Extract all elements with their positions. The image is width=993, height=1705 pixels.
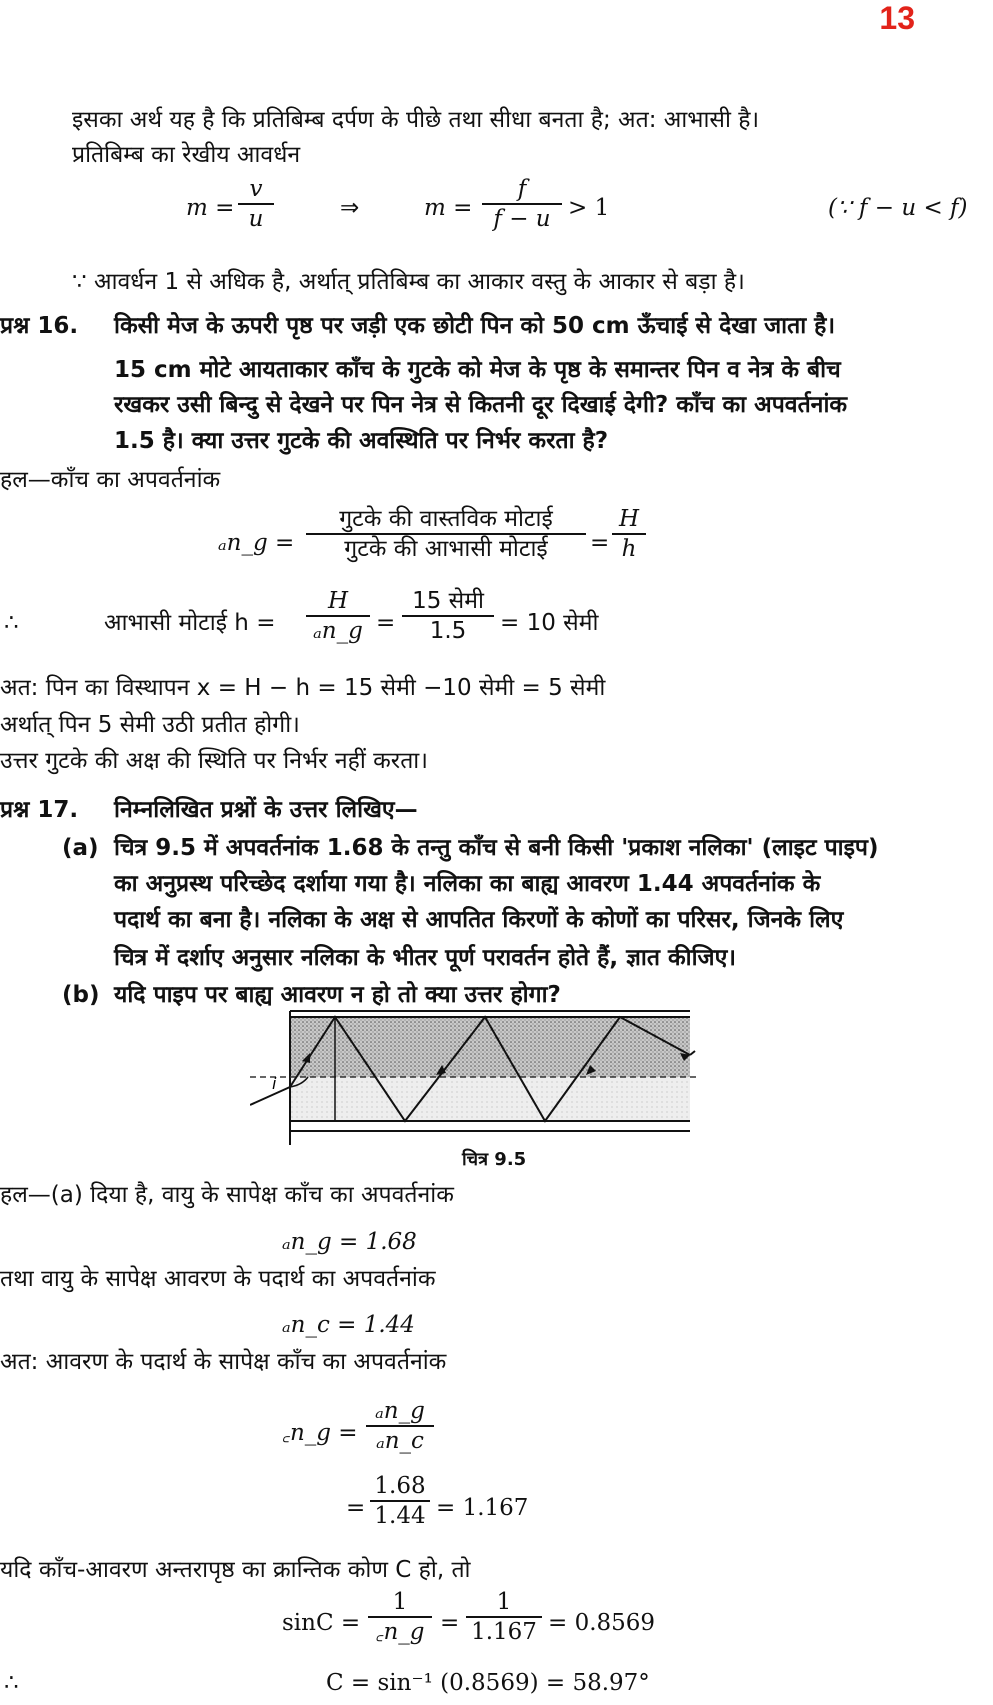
- eq-sinC-lhs: sinC =: [282, 1610, 361, 1636]
- fraction-denominator: गुटके की आभासी मोटाई: [306, 533, 586, 563]
- implies-arrow: ⇒: [340, 195, 360, 221]
- fraction-numerator: v: [249, 176, 263, 202]
- solution-16-heading: हल—काँच का अपवर्तनांक: [0, 467, 221, 493]
- eq-condition: (∵ f − u < f): [828, 195, 968, 221]
- fraction-1-over-1-167: [466, 1588, 542, 1646]
- fraction-H-over-ang: [306, 587, 370, 645]
- therefore-symbol: ∴: [4, 610, 19, 636]
- eq-ang-lhs: ₐn_g =: [218, 530, 295, 556]
- intro-line-1: इसका अर्थ यह है कि प्रतिबिम्ब दर्पण के पीछे तथा सीधा बनता है; अत: आभासी है।: [72, 107, 760, 133]
- fraction-denominator: 1.44: [370, 1500, 430, 1530]
- eq-m-lhs: m =: [186, 195, 235, 221]
- part-a-line-4: चित्र में दर्शाए अनुसार नलिका के भीतर पूर्ण परावर्तन होते हैं, ज्ञात कीजिए।: [114, 945, 737, 971]
- part-a-line-2: का अनुप्रस्थ परिच्छेद दर्शाया गया है। नलिका का बाह्य आवरण 1.44 अपवर्तनांक के: [114, 871, 821, 897]
- fraction-H-over-h: [612, 505, 646, 563]
- fraction-f-over-fu: [482, 175, 562, 233]
- eq-1-167: = 1.167: [436, 1495, 529, 1521]
- fraction-1-68-over-1-44: [370, 1472, 430, 1530]
- solution-17-line-4: यदि काँच-आवरण अन्तरापृष्ठ का क्रान्तिक कोण C हो, तो: [0, 1557, 471, 1583]
- part-b-label: (b): [62, 982, 100, 1008]
- part-a-line-1: चित्र 9.5 में अपवर्तनांक 1.68 के तन्तु काँच से बनी किसी 'प्रकाश नलिका' (लाइट पाइप): [114, 835, 879, 861]
- apparent-thickness-label: आभासी मोटाई h =: [104, 610, 276, 636]
- solution-17-line-2: तथा वायु के सापेक्ष आवरण के पदार्थ का अपवर्तनांक: [0, 1266, 436, 1292]
- solution-17-line-3: अत: आवरण के पदार्थ के सापेक्ष काँच का अपवर्तनांक: [0, 1349, 447, 1375]
- fraction-v-over-u: [238, 175, 274, 233]
- apparent-thickness-result: = 10 सेमी: [500, 610, 599, 636]
- fraction-numerator: H: [327, 588, 349, 614]
- figure-light-pipe: [250, 1005, 700, 1145]
- eq-cng-lhs: ꜀n_g =: [282, 1420, 358, 1446]
- eq-ang-value: ₐn_g = 1.68: [282, 1229, 417, 1255]
- question-17-label: प्रश्न 17.: [0, 797, 79, 823]
- fraction-15-over-1-5: [402, 587, 494, 645]
- pin-raised-line: अर्थात् पिन 5 सेमी उठी प्रतीत होगी।: [0, 712, 300, 738]
- question-16-label: प्रश्न 16.: [0, 313, 79, 339]
- intro-line-3: ∵ आवर्धन 1 से अधिक है, अर्थात् प्रतिबिम्ब का आकार वस्तु के आकार से बड़ा है।: [72, 269, 745, 295]
- fraction-numerator: 15 सेमी: [412, 588, 484, 614]
- fraction-denominator: ꜀n_g: [368, 1616, 432, 1646]
- eq-sign: =: [440, 1610, 460, 1636]
- eq-m2-lhs: m =: [424, 195, 473, 221]
- fraction-denominator: 1.167: [466, 1616, 542, 1646]
- part-b-line-1: यदि पाइप पर बाह्य आवरण न हो तो क्या उत्तर होगा?: [114, 982, 561, 1008]
- fraction-ang-over-anc: [366, 1397, 434, 1455]
- fraction-numerator: ₐn_g: [375, 1398, 425, 1424]
- question-17-intro: निम्नलिखित प्रश्नों के उत्तर लिखिए—: [114, 797, 418, 823]
- fraction-numerator: H: [618, 506, 640, 532]
- fraction-numerator: 1: [392, 1589, 408, 1615]
- answer-independent-line: उत्तर गुटके की अक्ष की स्थिति पर निर्भर नहीं करता।: [0, 748, 428, 774]
- fraction-numerator: f: [517, 176, 527, 202]
- fraction-denominator: 1.5: [402, 615, 494, 645]
- fraction-thickness-ratio: [306, 505, 586, 563]
- eq-greater-than-1: > 1: [568, 195, 610, 221]
- fraction-denominator: ₐn_c: [366, 1425, 434, 1455]
- eq-critical-angle: C = sin⁻¹ (0.8569) = 58.97°: [326, 1670, 650, 1696]
- fraction-denominator: f − u: [482, 203, 562, 233]
- fraction-denominator: h: [612, 533, 646, 563]
- eq-0-8569: = 0.8569: [548, 1610, 656, 1636]
- page-number: 13: [879, 0, 915, 36]
- therefore-symbol-2: ∴: [4, 1670, 19, 1696]
- solution-17-heading: हल—(a) दिया है, वायु के सापेक्ष काँच का अपवर्तनांक: [0, 1182, 454, 1208]
- eq-anc-value: ₐn_c = 1.44: [282, 1312, 415, 1338]
- part-a-label: (a): [62, 835, 99, 861]
- figure-angle-i-label: i: [272, 1074, 277, 1093]
- question-16-line-1: किसी मेज के ऊपरी पृष्ठ पर जड़ी एक छोटी पिन को 50 cm ऊँचाई से देखा जाता है।: [114, 313, 836, 339]
- question-16-line-3: रखकर उसी बिन्दु से देखने पर पिन नेत्र से कितनी दूर दिखाई देगी? काँच का अपवर्तनांक: [114, 392, 848, 418]
- figure-caption: चित्र 9.5: [462, 1149, 527, 1170]
- fraction-numerator: 1.68: [374, 1473, 426, 1499]
- fraction-numerator: 1: [496, 1589, 512, 1615]
- fraction-numerator: गुटके की वास्तविक मोटाई: [339, 506, 553, 532]
- pin-displacement: अत: पिन का विस्थापन x = H − h = 15 सेमी −10 सेमी = 5 सेमी: [0, 675, 606, 701]
- eq-sign: =: [346, 1495, 366, 1521]
- intro-line-2: प्रतिबिम्ब का रेखीय आवर्धन: [72, 142, 301, 168]
- fraction-1-over-cng: [368, 1588, 432, 1646]
- eq-sign: =: [590, 530, 610, 556]
- part-a-line-3: पदार्थ का बना है। नलिका के अक्ष से आपतित किरणों के कोणों का परिसर, जिनके लिए: [114, 907, 844, 933]
- question-16-line-2: 15 cm मोटे आयताकार काँच के गुटके को मेज के पृष्ठ के समान्तर पिन व नेत्र के बीच: [114, 357, 841, 383]
- eq-sign: =: [376, 610, 396, 636]
- fraction-denominator: ₐn_g: [306, 615, 370, 645]
- question-16-line-4: 1.5 है। क्या उत्तर गुटके की अवस्थिति पर निर्भर करता है?: [114, 428, 609, 454]
- core-region: [290, 1077, 690, 1121]
- fraction-denominator: u: [238, 203, 274, 233]
